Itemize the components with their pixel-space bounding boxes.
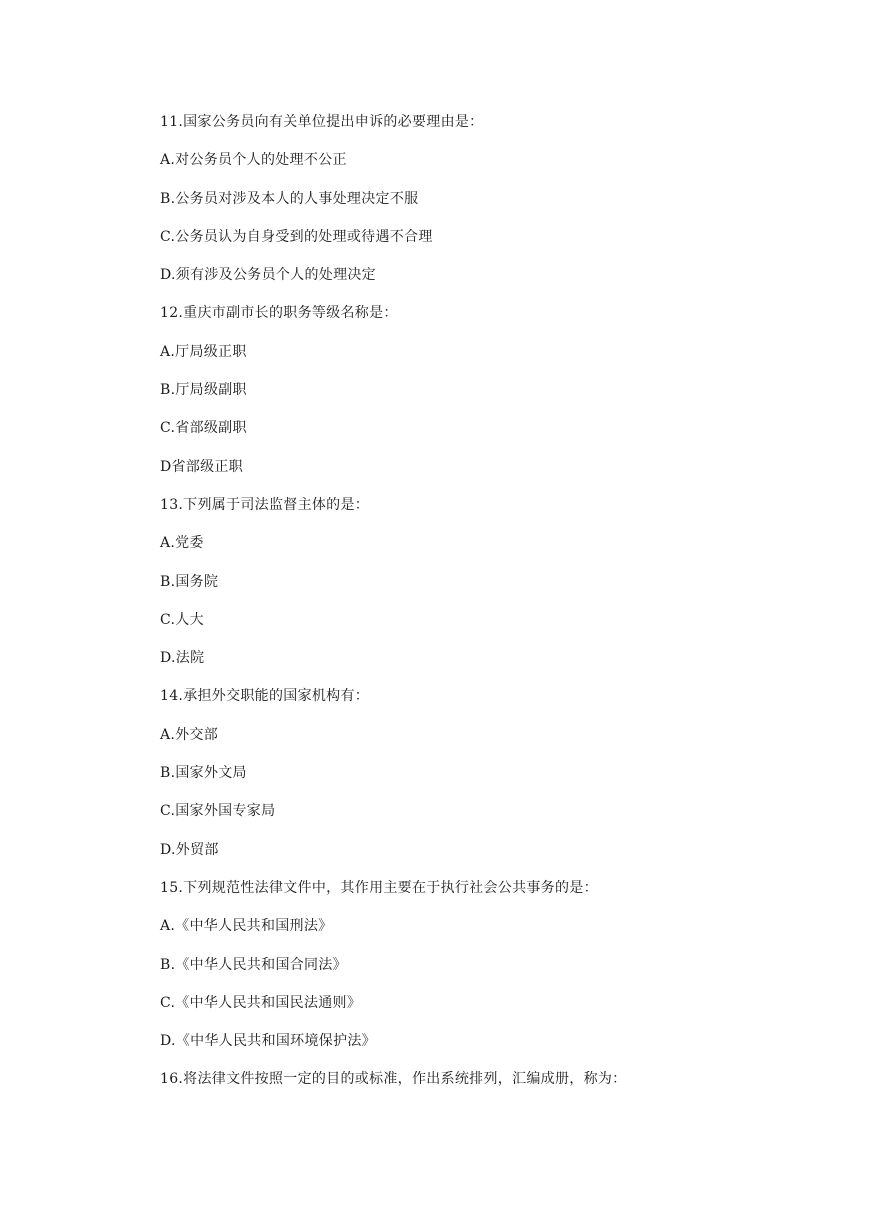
question-13-option-a: A.党委 — [160, 535, 204, 552]
question-11-option-b: B.公务员对涉及本人的人事处理决定不服 — [160, 190, 419, 207]
question-12-option-d: D省部级正职 — [160, 458, 244, 475]
question-14-option-d: D.外贸部 — [160, 841, 219, 858]
question-15-option-c: C.《中华人民共和国民法通则》 — [160, 994, 362, 1011]
question-11-option-c: C.公务员认为自身受到的处理或待遇不合理 — [160, 228, 433, 245]
question-14-option-a: A.外交部 — [160, 726, 219, 743]
question-15-option-b: B.《中华人民共和国合同法》 — [160, 956, 347, 973]
question-15-stem: 15.下列规范性法律文件中，其作用主要在于执行社会公共事务的是： — [160, 879, 598, 896]
question-11-option-d: D.须有涉及公务员个人的处理决定 — [160, 267, 376, 284]
question-12-option-a: A.厅局级正职 — [160, 343, 247, 360]
question-12-option-c: C.省部级副职 — [160, 420, 247, 437]
question-11-stem: 11.国家公务员向有关单位提出申诉的必要理由是： — [160, 114, 484, 130]
question-13-stem: 13.下列属于司法监督主体的是： — [160, 496, 370, 513]
question-14-option-b: B.国家外文局 — [160, 765, 247, 782]
question-13-option-c: C.人大 — [160, 611, 204, 628]
question-11-option-a: A.对公务员个人的处理不公正 — [160, 152, 347, 169]
question-12-option-b: B.厅局级副职 — [160, 382, 247, 399]
question-15-option-a: A.《中华人民共和国刑法》 — [160, 918, 333, 935]
question-list — [160, 110, 800, 1106]
question-14-option-c: C.国家外国专家局 — [160, 803, 276, 820]
question-12-stem: 12.重庆市副市长的职务等级名称是： — [160, 305, 398, 322]
question-13-option-b: B.国务院 — [160, 573, 219, 590]
question-16-stem: 16.将法律文件按照一定的目的或标准，作出系统排列，汇编成册，称为： — [160, 1071, 627, 1088]
question-13-option-d: D.法院 — [160, 650, 205, 667]
question-15-option-d: D.《中华人民共和国环境保护法》 — [160, 1033, 376, 1050]
question-14-stem: 14.承担外交职能的国家机构有： — [160, 688, 370, 705]
